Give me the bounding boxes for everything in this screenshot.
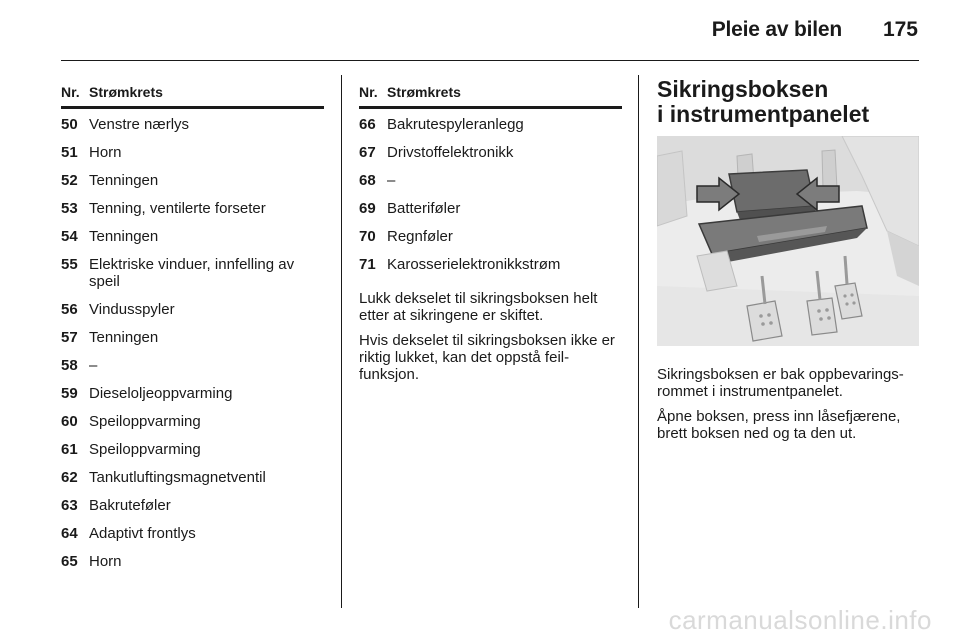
table-row <box>61 172 324 200</box>
fuse-circuit: Horn <box>89 553 122 570</box>
fuse-circuit: Venstre nærlys <box>89 116 190 133</box>
table-row <box>61 553 324 581</box>
section-heading-line: Sikringsboksen <box>657 76 829 102</box>
table-row <box>61 256 324 301</box>
table-row <box>61 441 324 469</box>
table-row <box>61 301 324 329</box>
fuse-number: 59 <box>61 385 78 402</box>
fuse-circuit: Speiloppvarming <box>89 413 201 430</box>
column-header-nr: Nr. <box>61 83 89 108</box>
fuse-number: 56 <box>61 301 78 318</box>
table-row <box>359 108 622 145</box>
fuse-number: 66 <box>359 116 376 133</box>
dashboard-fusebox-drawing <box>657 136 919 346</box>
table-row <box>359 172 622 200</box>
fuse-circuit: Bakruteføler <box>89 497 171 514</box>
fuse-circuit: Karosserielektronikkstrøm <box>387 256 561 273</box>
fuse-number: 70 <box>359 228 376 245</box>
fuse-circuit: – <box>89 357 98 374</box>
table-row <box>61 413 324 441</box>
section-heading <box>657 77 927 127</box>
page-title: Pleie av bilen <box>711 18 842 41</box>
fuse-number: 58 <box>61 357 78 374</box>
fuse-number: 53 <box>61 200 78 217</box>
fuse-number: 65 <box>61 553 78 570</box>
table-row <box>359 228 622 256</box>
table-row <box>359 256 622 284</box>
table-row <box>61 497 324 525</box>
paragraph: Hvis dekselet til sikringsboksen ikke er riktig lukket, kan det oppstå feil-funksjon. <box>359 332 615 383</box>
fuse-box-illustration <box>657 136 919 346</box>
table-row <box>61 357 324 385</box>
fuse-number: 71 <box>359 256 376 273</box>
fuse-circuit: – <box>387 172 396 189</box>
column-header-circuit: Strømkrets <box>387 83 622 108</box>
table-row <box>61 329 324 357</box>
fuse-number: 51 <box>61 144 78 161</box>
column-header-circuit: Strømkrets <box>89 83 324 108</box>
column-divider-left <box>341 75 342 608</box>
fuse-circuit: Elektriske vinduer, innfelling av speil <box>89 256 295 290</box>
page-number: 175 <box>882 18 918 41</box>
fuse-circuit: Vindusspyler <box>89 301 175 318</box>
paragraph: Sikringsboksen er bak oppbevarings-rommet i instrumentpanelet. <box>657 366 904 400</box>
fuse-number: 64 <box>61 525 78 542</box>
section-heading-line: i instrumentpanelet <box>657 101 870 127</box>
fuse-table-left <box>61 83 324 581</box>
fuse-number: 61 <box>61 441 78 458</box>
table-row <box>61 525 324 553</box>
right-paragraphs <box>657 366 927 450</box>
fuse-circuit: Bakrutespyleranlegg <box>387 116 524 133</box>
fuse-circuit: Horn <box>89 144 122 161</box>
table-row <box>61 228 324 256</box>
fuse-circuit: Tenningen <box>89 172 159 189</box>
fuse-number: 57 <box>61 329 78 346</box>
header-rule <box>61 60 919 61</box>
table-row <box>359 144 622 172</box>
watermark: carmanualsonline.info <box>668 605 932 635</box>
paragraph: Lukk dekselet til sikringsboksen helt etter at sikringene er skiftet. <box>359 290 598 324</box>
fuse-number: 67 <box>359 144 376 161</box>
table-row <box>61 469 324 497</box>
paragraph: Åpne boksen, press inn låsefjærene, brett boksen ned og ta den ut. <box>657 408 901 442</box>
fuse-circuit: Dieseloljeoppvarming <box>89 385 233 402</box>
fuse-number: 54 <box>61 228 78 245</box>
fuse-circuit: Tenning, ventilerte forseter <box>89 200 266 217</box>
table-row <box>61 385 324 413</box>
fuse-number: 62 <box>61 469 78 486</box>
fuse-circuit: Speiloppvarming <box>89 441 201 458</box>
table-row <box>61 108 324 145</box>
fuse-circuit: Drivstoffelektronikk <box>387 144 514 161</box>
fuse-circuit: Regnføler <box>387 228 453 245</box>
fuse-table-middle <box>359 83 622 284</box>
table-row <box>359 200 622 228</box>
fuse-number: 68 <box>359 172 376 189</box>
fuse-circuit: Tankutluftingsmagnetventil <box>89 469 266 486</box>
fuse-number: 60 <box>61 413 78 430</box>
fuse-number: 50 <box>61 116 78 133</box>
fuse-circuit: Batteriføler <box>387 200 461 217</box>
fuse-number: 55 <box>61 256 78 273</box>
table-row <box>61 144 324 172</box>
table-row <box>61 200 324 228</box>
fuse-number: 69 <box>359 200 376 217</box>
middle-paragraphs <box>359 290 624 391</box>
fuse-circuit: Adaptivt frontlys <box>89 525 196 542</box>
fuse-number: 63 <box>61 497 78 514</box>
fuse-circuit: Tenningen <box>89 228 159 245</box>
column-divider-right <box>638 75 639 608</box>
fuse-number: 52 <box>61 172 78 189</box>
fuse-circuit: Tenningen <box>89 329 159 346</box>
column-header-nr: Nr. <box>359 83 387 108</box>
